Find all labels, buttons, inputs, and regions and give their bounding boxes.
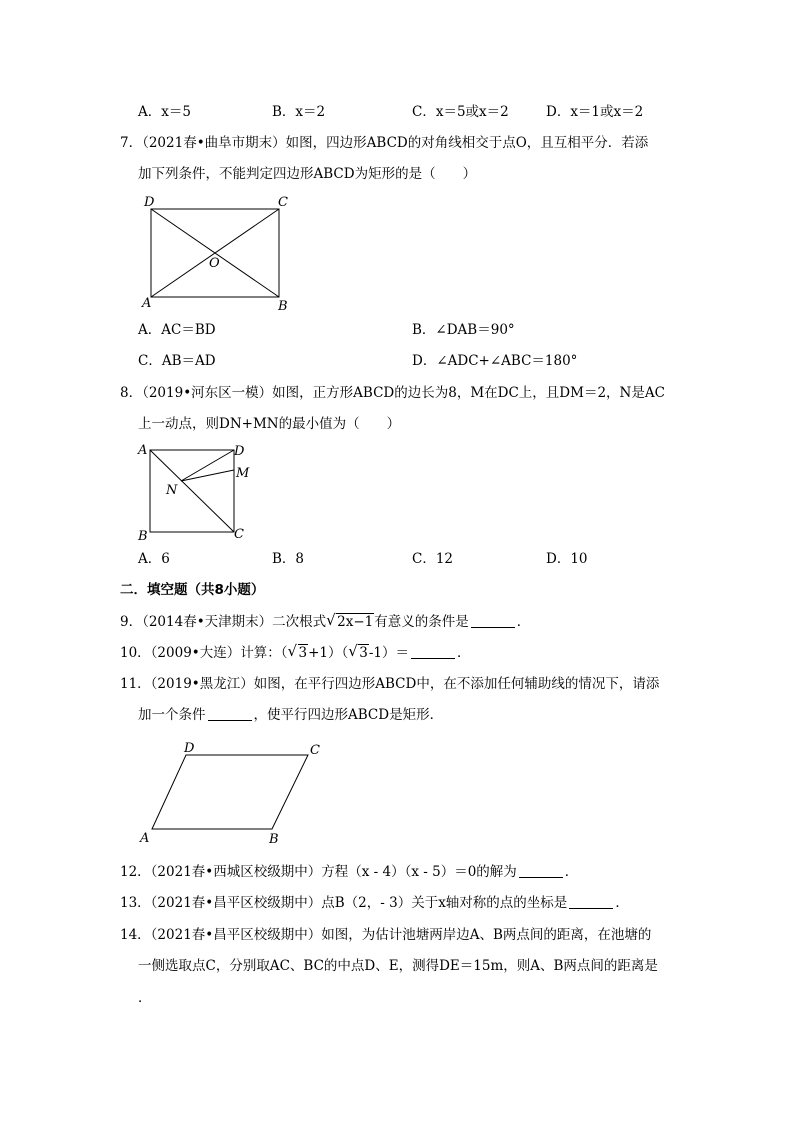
q7-label-o: O bbox=[209, 256, 220, 271]
q13-prefix: 13．（2021春•昌平区校级期中）点B（2，- 3）关于x轴对称的点的坐标是 bbox=[120, 895, 568, 911]
q12-answer-blank[interactable] bbox=[519, 863, 563, 878]
q10-sqrt-1: √ 3 bbox=[287, 642, 308, 661]
q6-option-d: D．x＝1或x＝2 bbox=[546, 104, 644, 120]
q7-rectangle-diagram bbox=[136, 192, 306, 314]
q10-end: ． bbox=[457, 645, 471, 661]
q10-sqrt-2: √ 3 bbox=[348, 642, 368, 661]
q11-answer-blank[interactable] bbox=[208, 706, 252, 721]
q12-text bbox=[120, 862, 578, 882]
q8-label-b: B bbox=[138, 529, 148, 544]
q14-text-line1: 14．（2021春•昌平区校级期中）如图，为估计池塘两岸边A、B两点间的距离，在池塘的 bbox=[120, 927, 652, 943]
q10-radicand-1: 3 bbox=[298, 645, 308, 661]
q14-text-line2: 一侧选取点C，分别取AC、BC的中点D、E，测得DE＝15m，则A、B两点间的距离是 bbox=[138, 958, 658, 974]
q8-label-d: D bbox=[234, 444, 245, 459]
q12-prefix: 12．（2021春•西城区校级期中）方程（x - 4）（x - 5）＝0的解为 bbox=[120, 864, 517, 880]
q11-label-d: D bbox=[184, 741, 195, 756]
q9-prefix: 9．（2014春•天津期末）二次根式 bbox=[120, 614, 327, 630]
section-fill-in-title: 二．填空题（共8小题） bbox=[120, 582, 265, 598]
q7-label-a: A bbox=[142, 296, 152, 311]
q11-label-a: A bbox=[140, 831, 150, 846]
q11-text-line2 bbox=[138, 705, 443, 725]
q6-option-c: C．x＝5或x＝2 bbox=[412, 104, 509, 120]
q14-text-line3: ． bbox=[138, 990, 152, 1006]
q10-mid-2: -1）＝ bbox=[368, 645, 409, 661]
q8-text-line1: 8．（2019•河东区一模）如图，正方形ABCD的边长为8，M在DC上，且DM＝2，N是AC bbox=[120, 385, 665, 401]
q10-prefix: 10．（2009•大连）计算：（ bbox=[120, 645, 288, 661]
q11-parallelogram-diagram bbox=[136, 736, 336, 848]
q9-text bbox=[120, 612, 530, 632]
q9-sqrt: √ 2x−1 bbox=[326, 611, 374, 630]
q7-option-b: B．∠DAB＝90° bbox=[412, 322, 515, 338]
q13-text bbox=[120, 893, 629, 913]
q8-text-line2: 上一动点，则DN+MN的最小值为（ ） bbox=[138, 416, 401, 432]
q13-end: ． bbox=[615, 895, 629, 911]
q11-label-b: B bbox=[269, 832, 279, 847]
q10-radicand-2: 3 bbox=[359, 645, 368, 661]
q8-option-a: A．6 bbox=[138, 551, 170, 567]
q6-option-b: B．x＝2 bbox=[272, 104, 326, 120]
q9-suffix: 有意义的条件是 bbox=[374, 614, 469, 630]
q8-label-n: N bbox=[166, 483, 178, 498]
q9-end: ． bbox=[516, 614, 531, 630]
q11-prefix: 加一个条件 bbox=[138, 707, 206, 723]
q13-answer-blank[interactable] bbox=[569, 894, 613, 909]
q7-text-line2: 加下列条件，不能判定四边形ABCD为矩形的是（ ） bbox=[138, 166, 477, 182]
q11-label-c: C bbox=[310, 743, 320, 758]
q7-label-c: C bbox=[278, 195, 288, 210]
q8-option-d: D．10 bbox=[546, 551, 588, 567]
q7-text-line1: 7．（2021春•曲阜市期末）如图，四边形ABCD的对角线相交于点O，且互相平分．若添 bbox=[120, 135, 649, 151]
q8-label-m: M bbox=[236, 466, 250, 481]
q8-label-c: C bbox=[234, 527, 244, 542]
q8-option-c: C．12 bbox=[412, 551, 454, 567]
q7-option-a: A．AC＝BD bbox=[138, 322, 216, 338]
q11-suffix: ，使平行四边形ABCD是矩形． bbox=[253, 707, 444, 723]
q7-label-d: D bbox=[144, 195, 155, 210]
q8-square-diagram bbox=[136, 440, 256, 544]
q6-option-a: A．x＝5 bbox=[138, 104, 191, 120]
q7-option-c: C．AB＝AD bbox=[138, 353, 216, 369]
q7-label-b: B bbox=[278, 299, 288, 314]
q10-text bbox=[120, 643, 471, 663]
q8-label-a: A bbox=[138, 443, 148, 458]
q10-mid-1: +1）（ bbox=[308, 645, 349, 661]
q7-option-d: D．∠ADC+∠ABC＝180° bbox=[412, 353, 578, 369]
q12-end: ． bbox=[564, 864, 579, 880]
q8-option-b: B．8 bbox=[272, 551, 305, 567]
q9-radicand: 2x−1 bbox=[337, 614, 374, 630]
q10-answer-blank[interactable] bbox=[411, 644, 455, 659]
q9-answer-blank[interactable] bbox=[471, 613, 515, 628]
q11-text-line1: 11．（2019•黑龙江）如图，在平行四边形ABCD中，在不添加任何辅助线的情况下，请添 bbox=[120, 676, 660, 692]
